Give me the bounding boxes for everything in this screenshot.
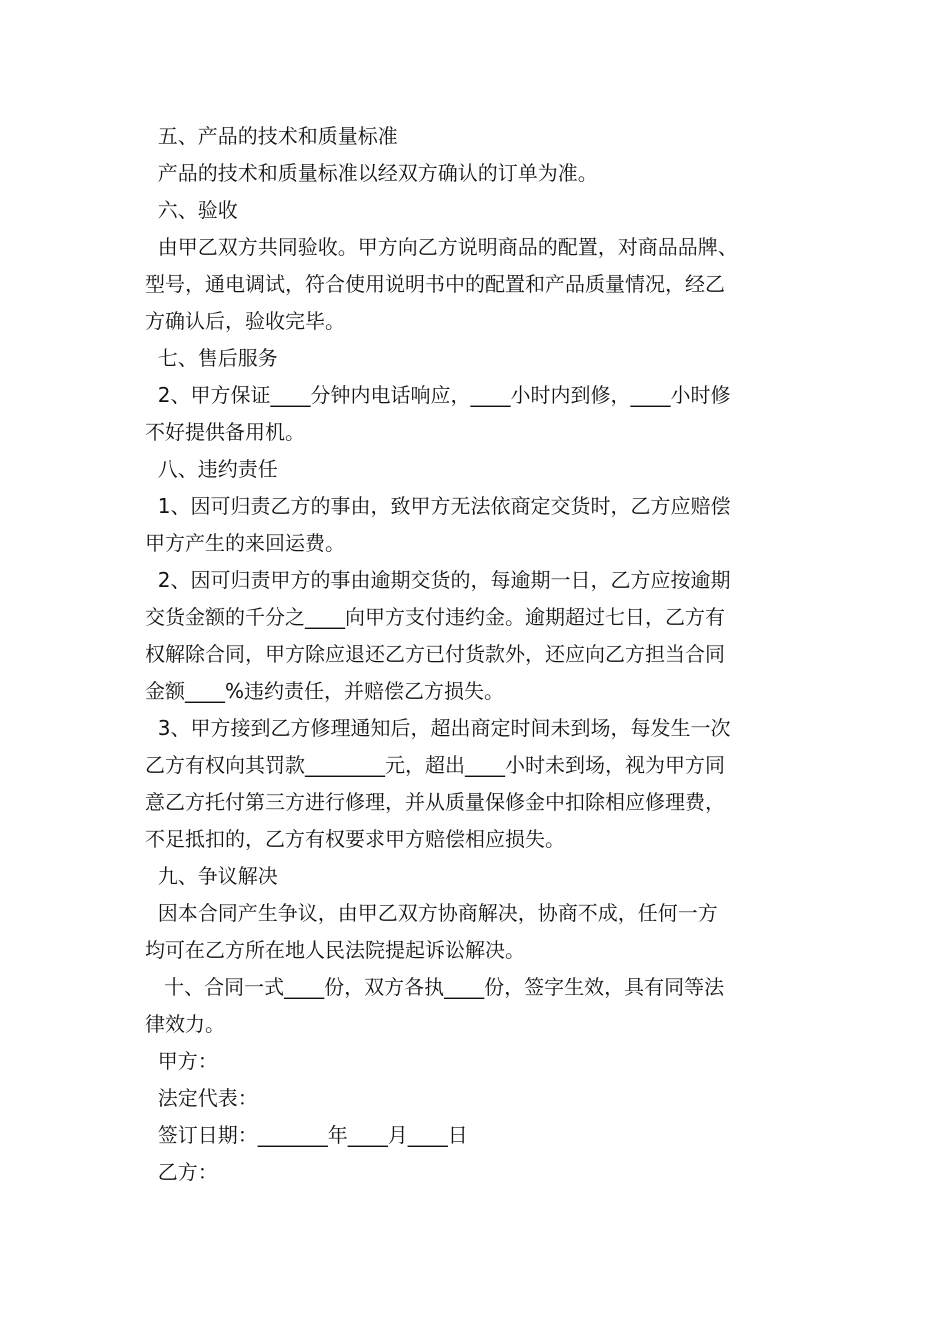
heading-dispute: 九、争议解决 bbox=[145, 864, 278, 888]
heading-acceptance: 六、验收 bbox=[145, 198, 238, 222]
paragraph-line: 甲方产生的来回运费。 bbox=[145, 531, 345, 555]
paragraph-line: 意乙方托付第三方进行修理，并从质量保修金中扣除相应修理费， bbox=[145, 790, 725, 814]
heading-after-sales: 七、售后服务 bbox=[145, 346, 278, 370]
paragraph-line: 型号，通电调试，符合使用说明书中的配置和产品质量情况，经乙 bbox=[145, 272, 725, 296]
paragraph-line: 1、因可归责乙方的事由，致甲方无法依商定交货时，乙方应赔偿 bbox=[145, 494, 731, 518]
contract-body bbox=[145, 118, 825, 1191]
paragraph-line: 3、甲方接到乙方修理通知后，超出商定时间未到场，每发生一次 bbox=[145, 716, 731, 740]
paragraph-line: 方确认后，验收完毕。 bbox=[145, 309, 345, 333]
party-b-label: 乙方： bbox=[145, 1160, 218, 1184]
paragraph-line: 权解除合同，甲方除应退还乙方已付货款外，还应向乙方担当合同 bbox=[145, 642, 725, 666]
paragraph-line: 乙方有权向其罚款________元，超出____小时未到场，视为甲方同 bbox=[145, 753, 725, 777]
paragraph-line: 因本合同产生争议，由甲乙双方协商解决，协商不成，任何一方 bbox=[145, 901, 718, 925]
signing-date-label: 签订日期：_______年____月____日 bbox=[145, 1123, 468, 1147]
paragraph-line: 律效力。 bbox=[145, 1012, 225, 1036]
heading-product-standard: 五、产品的技术和质量标准 bbox=[145, 124, 398, 148]
paragraph-line: 由甲乙双方共同验收。甲方向乙方说明商品的配置，对商品品牌、 bbox=[145, 235, 738, 259]
party-a-label: 甲方： bbox=[145, 1049, 218, 1073]
paragraph-line: 不足抵扣的，乙方有权要求甲方赔偿相应损失。 bbox=[145, 827, 565, 851]
paragraph-line: 不好提供备用机。 bbox=[145, 420, 305, 444]
paragraph-line: 产品的技术和质量标准以经双方确认的订单为准。 bbox=[145, 161, 598, 185]
paragraph-line: 金额____%违约责任，并赔偿乙方损失。 bbox=[145, 679, 505, 703]
legal-representative-label: 法定代表： bbox=[145, 1086, 258, 1110]
paragraph-line: 交货金额的千分之____向甲方支付违约金。逾期超过七日，乙方有 bbox=[145, 605, 725, 629]
paragraph-line: 十、合同一式____份，双方各执____份，签字生效，具有同等法 bbox=[145, 975, 725, 999]
paragraph-line: 2、甲方保证____分钟内电话响应，____小时内到修，____小时修 bbox=[145, 383, 731, 407]
paragraph-line: 均可在乙方所在地人民法院提起诉讼解决。 bbox=[145, 938, 525, 962]
heading-liability: 八、违约责任 bbox=[145, 457, 278, 481]
paragraph-line: 2、因可归责甲方的事由逾期交货的，每逾期一日，乙方应按逾期 bbox=[145, 568, 731, 592]
